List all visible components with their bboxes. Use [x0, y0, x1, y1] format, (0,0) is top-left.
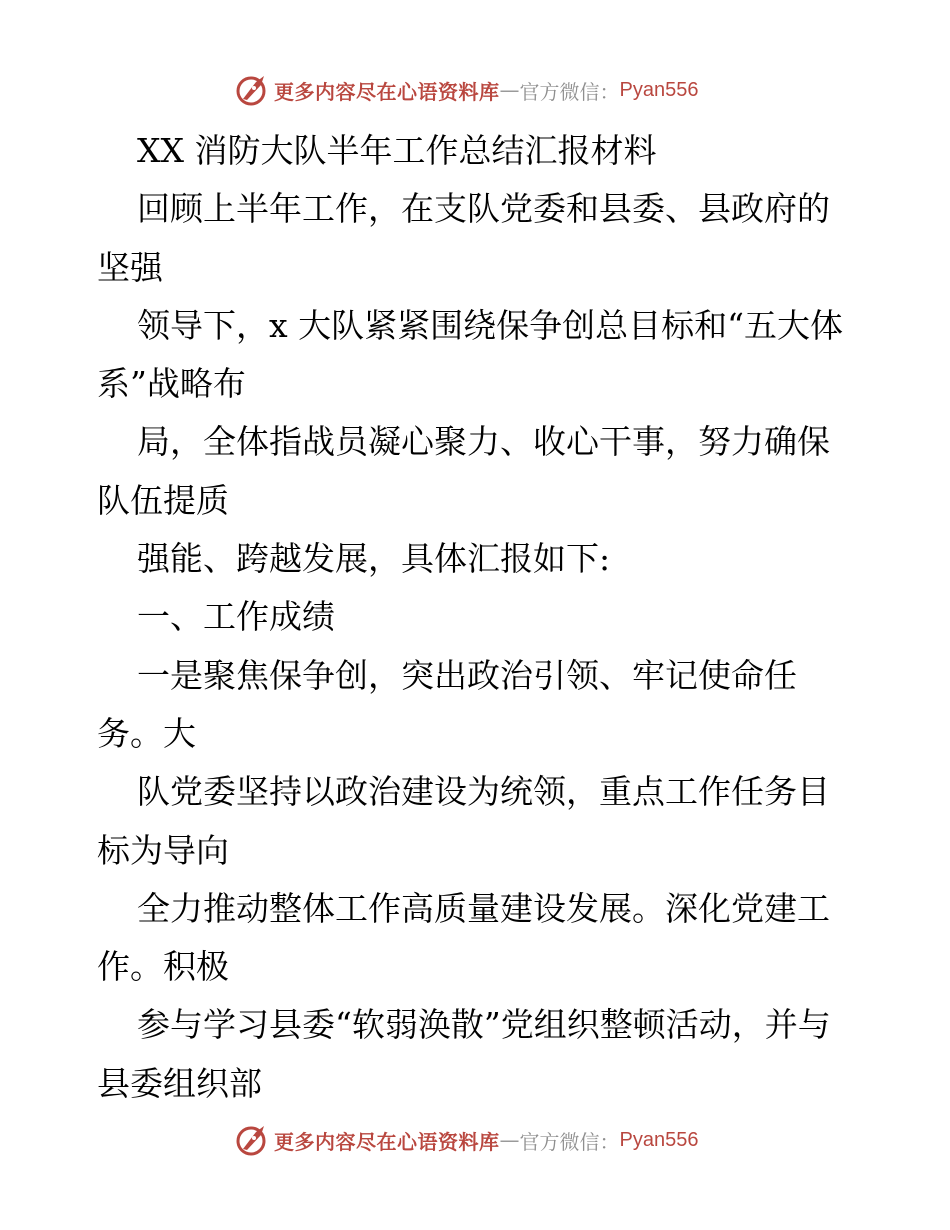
document-body: [97, 122, 857, 1113]
pen-nib-circle-icon: [234, 72, 270, 108]
pen-nib-circle-icon: [234, 1122, 270, 1158]
paragraph: 一是聚焦保争创，突出政治引领、牢记使命任务。大: [97, 655, 797, 753]
paragraph: 参与学习县委“软弱涣散”党组织整顿活动，并与县委组织部: [97, 1005, 831, 1103]
paragraph: 队党委坚持以政治建设为统领，重点工作任务目标为导向: [97, 772, 830, 870]
footer-banner: [234, 1120, 698, 1160]
banner-wechat-id: Pyan556: [619, 78, 699, 101]
banner-wechat-id: Pyan556: [619, 1128, 699, 1151]
banner-brand: 更多内容尽在心语资料库: [274, 79, 500, 104]
section-heading: 一、工作成绩: [137, 597, 335, 637]
header-banner: [234, 70, 698, 110]
paragraph: 回顾上半年工作，在支队党委和县委、县政府的坚强: [97, 189, 830, 287]
banner-brand: 更多内容尽在心语资料库: [274, 1129, 500, 1154]
paragraph: 强能、跨越发展，具体汇报如下:: [137, 539, 611, 579]
paragraph: 领导下，x 大队紧紧围绕保争创总目标和“五大体系”战略布: [97, 305, 843, 404]
banner-separator: —: [499, 78, 520, 102]
document-title: XX 消防大队半年工作总结汇报材料: [137, 131, 657, 170]
banner-contact-label: 官方微信：: [519, 1129, 620, 1154]
paragraph: 局，全体指战员凝心聚力、收心干事，努力确保队伍提质: [97, 422, 830, 520]
banner-contact-label: 官方微信：: [519, 79, 620, 104]
paragraph: 全力推动整体工作高质量建设发展。深化党建工作。积极: [97, 888, 830, 987]
banner-separator: —: [499, 1128, 520, 1152]
